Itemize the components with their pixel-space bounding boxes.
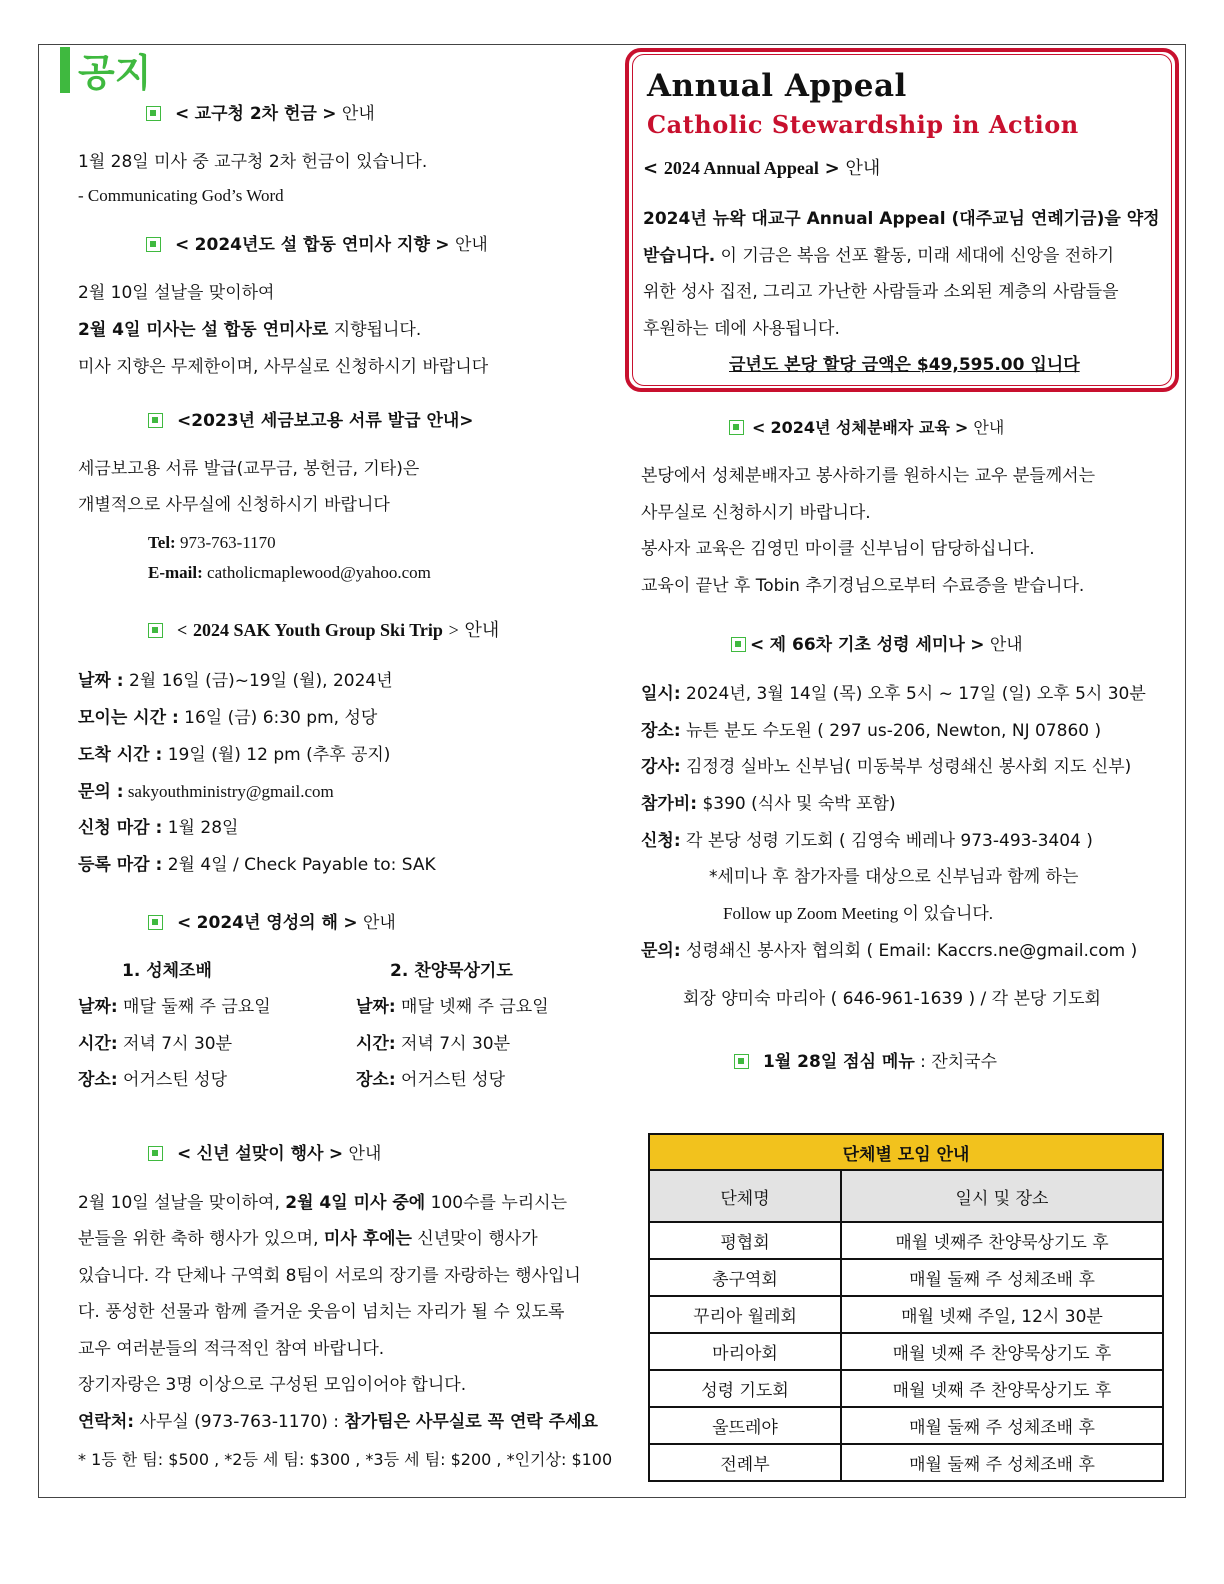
table-cell-schedule: 매월 넷째주 찬양묵상기도 후 [841,1222,1163,1259]
eucharistic-minister-line2: 사무실로 신청하시기 바랍니다. [641,503,871,523]
office-email: E-mail: catholicmaplewood@yahoo.com [148,563,431,582]
seminar-speaker: 강사: 김정경 실바노 신부님( 미동북부 성령쇄신 봉사회 지도 신부) [641,757,1132,777]
praise-meditation-place: 장소: 어거스틴 성당 [356,1070,505,1090]
memorial-mass-line3: 미사 지향은 무제한이며, 사무실로 신청하시기 바랍니다 [78,357,489,377]
seminar-inquiry2: 회장 양미숙 마리아 ( 646-961-1639 ) / 각 본당 기도회 [683,989,1101,1009]
bullet-icon [146,106,161,121]
table-cell-schedule: 매월 넷째 주 찬양묵상기도 후 [841,1333,1163,1370]
title-accent-bar [60,47,70,93]
annual-appeal-title: Annual Appeal [647,68,907,104]
seminar-note1: *세미나 후 참가자를 대상으로 신부님과 함께 하는 [709,867,1079,887]
annual-appeal-p4: 후원하는 데에 사용됩니다. [643,319,840,339]
eucharistic-minister-line3: 봉사자 교육은 김영민 마이클 신부님이 담당하십니다. [641,539,1035,559]
tax-documents-line2: 개별적으로 사무실에 신청하시기 바랍니다 [78,495,390,515]
ski-trip-meeting-time: 모이는 시간 : 16일 (금) 6:30 pm, 성당 [78,708,378,728]
table-row [649,1407,1163,1444]
table-cell-group: 마리아회 [649,1333,841,1370]
adoration-date: 날짜: 매달 둘째 주 금요일 [78,997,271,1017]
bullet-icon [148,915,163,930]
section-heading-ski-trip: < 2024 SAK Youth Group Ski Trip > 안내 [148,620,499,641]
bullet-icon [729,420,744,435]
bullet-icon [731,637,746,652]
adoration-time: 시간: 저녁 7시 30분 [78,1034,233,1054]
table-cell-schedule: 매월 둘째 주 성체조배 후 [841,1407,1163,1444]
seminar-datetime: 일시: 2024년, 3월 14일 (목) 오후 5시 ~ 17일 (일) 오후 5시 30분 [641,684,1146,704]
table-cell-group: 울뜨레야 [649,1407,841,1444]
table-header-group: 단체명 [649,1170,841,1222]
lunch-menu: 1월 28일 점심 메뉴 : 잔치국수 [734,1052,997,1072]
table-row [649,1444,1163,1481]
table-cell-group: 평협회 [649,1222,841,1259]
new-year-event-p4: 다. 풍성한 선물과 함께 즐거운 웃음이 넘치는 자리가 될 수 있도록 [78,1302,565,1322]
table-cell-schedule: 매월 넷째 주일, 12시 30분 [841,1296,1163,1333]
new-year-event-p1: 2월 10일 설날을 맞이하여, 2월 4일 미사 중에 100수를 누리시는 [78,1193,568,1213]
diocese-collection-text: 1월 28일 미사 중 교구청 2차 헌금이 있습니다. [78,152,428,172]
ski-trip-date: 날짜 : 2월 16일 (금)~19일 (월), 2024년 [78,671,393,691]
table-row [649,1333,1163,1370]
bullet-icon [148,413,163,428]
new-year-event-p5: 교우 여러분들의 적극적인 참여 바랍니다. [78,1339,385,1359]
ski-trip-contact: 문의 : sakyouthministry@gmail.com [78,782,334,802]
bullet-icon [148,1146,163,1161]
annual-appeal-p1: 2024년 뉴왁 대교구 Annual Appeal (대주교님 연례기금)을 약정 [643,209,1160,229]
praise-meditation-heading: 2. 찬양묵상기도 [390,961,513,981]
table-row [649,1259,1163,1296]
praise-meditation-time: 시간: 저녁 7시 30분 [356,1034,511,1054]
bullet-icon [148,623,163,638]
memorial-mass-line2: 2월 4일 미사는 설 합동 연미사로 지향됩니다. [78,320,422,340]
table-cell-schedule: 매월 넷째 주 찬양묵상기도 후 [841,1370,1163,1407]
table-cell-group: 성령 기도회 [649,1370,841,1407]
new-year-event-p6: 장기자랑은 3명 이상으로 구성된 모임이어야 합니다. [78,1375,467,1395]
group-meetings-table [648,1133,1164,1482]
table-cell-schedule: 매월 둘째 주 성체조배 후 [841,1259,1163,1296]
section-heading-memorial-mass: < 2024년도 설 합동 연미사 지향 > 안내 [146,235,488,255]
eucharistic-minister-line4: 교육이 끝난 후 Tobin 추기경님으로부터 수료증을 받습니다. [641,576,1085,596]
table-header-schedule: 일시 및 장소 [841,1170,1163,1222]
office-phone: Tel: 973-763-1170 [148,533,276,552]
seminar-inquiry: 문의: 성령쇄신 봉사자 협의회 ( Email: Kaccrs.ne@gmail.com ) [641,941,1138,961]
adoration-heading: 1. 성체조배 [122,961,212,981]
section-heading-holy-spirit-seminar: < 제 66차 기초 성령 세미나 > 안내 [731,635,1023,655]
table-caption: 단체별 모임 안내 [649,1134,1163,1170]
table-row [649,1222,1163,1259]
ski-trip-signup-deadline: 신청 마감 : 1월 28일 [78,818,239,838]
annual-appeal-goal: 금년도 본당 할당 금액은 $49,595.00 입니다 [729,355,1080,375]
section-heading-spirituality-year: < 2024년 영성의 해 > 안내 [148,913,396,933]
ski-trip-registration-deadline: 등록 마감 : 2월 4일 / Check Payable to: SAK [78,855,436,875]
annual-appeal-heading: < 2024 Annual Appeal > 안내 [643,158,881,179]
table-cell-group: 꾸리아 월레회 [649,1296,841,1333]
tax-documents-line1: 세금보고용 서류 발급(교무금, 봉헌금, 기타)은 [78,459,420,479]
ski-trip-arrival-time: 도착 시간 : 19일 (월) 12 pm (추후 공지) [78,745,391,765]
section-heading-new-year-event: < 신년 설맞이 행사 > 안내 [148,1144,381,1164]
seminar-fee: 참가비: $390 (식사 및 숙박 포함) [641,794,896,814]
diocese-collection-note: - Communicating God’s Word [78,186,284,205]
section-heading-eucharistic-minister: < 2024년 성체분배자 교육 > 안내 [729,418,1004,438]
section-heading-tax-documents: <2023년 세금보고용 서류 발급 안내> [148,411,474,431]
table-cell-group: 총구역회 [649,1259,841,1296]
bullet-icon [146,237,161,252]
bullet-icon [734,1054,749,1069]
new-year-event-p2: 분들을 위한 축하 행사가 있으며, 미사 후에는 신년맞이 행사가 [78,1229,538,1249]
seminar-location: 장소: 뉴튼 분도 수도원 ( 297 us-206, Newton, NJ 07860 ) [641,721,1102,741]
table-cell-schedule: 매월 둘째 주 성체조배 후 [841,1444,1163,1481]
annual-appeal-subtitle: Catholic Stewardship in Action [647,110,1079,139]
table-cell-group: 전례부 [649,1444,841,1481]
memorial-mass-line1: 2월 10일 설날을 맞이하여 [78,283,275,303]
table-row [649,1370,1163,1407]
eucharistic-minister-line1: 본당에서 성체분배자고 봉사하기를 원하시는 교우 분들께서는 [641,466,1095,486]
annual-appeal-p2: 받습니다. 이 기금은 복음 선포 활동, 미래 세대에 신앙을 전하기 [643,246,1115,266]
table-row [649,1296,1163,1333]
new-year-event-prizes: * 1등 한 팀: $500 , *2등 세 팀: $300 , *3등 세 팀: $200 , *인기상: $100 [78,1450,613,1469]
seminar-registration: 신청: 각 본당 성령 기도회 ( 김영숙 베레나 973-493-3404 ) [641,831,1093,851]
new-year-event-p3: 있습니다. 각 단체나 구역회 8팀이 서로의 장기를 자랑하는 행사입니 [78,1266,581,1286]
praise-meditation-date: 날짜: 매달 넷째 주 금요일 [356,997,549,1017]
annual-appeal-p3: 위한 성사 집전, 그리고 가난한 사람들과 소외된 계층의 사람들을 [643,282,1119,302]
page-title: 공지 [78,51,152,95]
section-heading-diocese-collection: < 교구청 2차 헌금 > 안내 [146,104,375,124]
seminar-note2: Follow up Zoom Meeting 이 있습니다. [723,904,994,923]
new-year-event-contact: 연락처: 사무실 (973-763-1170) : 참가팀은 사무실로 꼭 연락 주세요 [78,1412,598,1432]
adoration-place: 장소: 어거스틴 성당 [78,1070,227,1090]
